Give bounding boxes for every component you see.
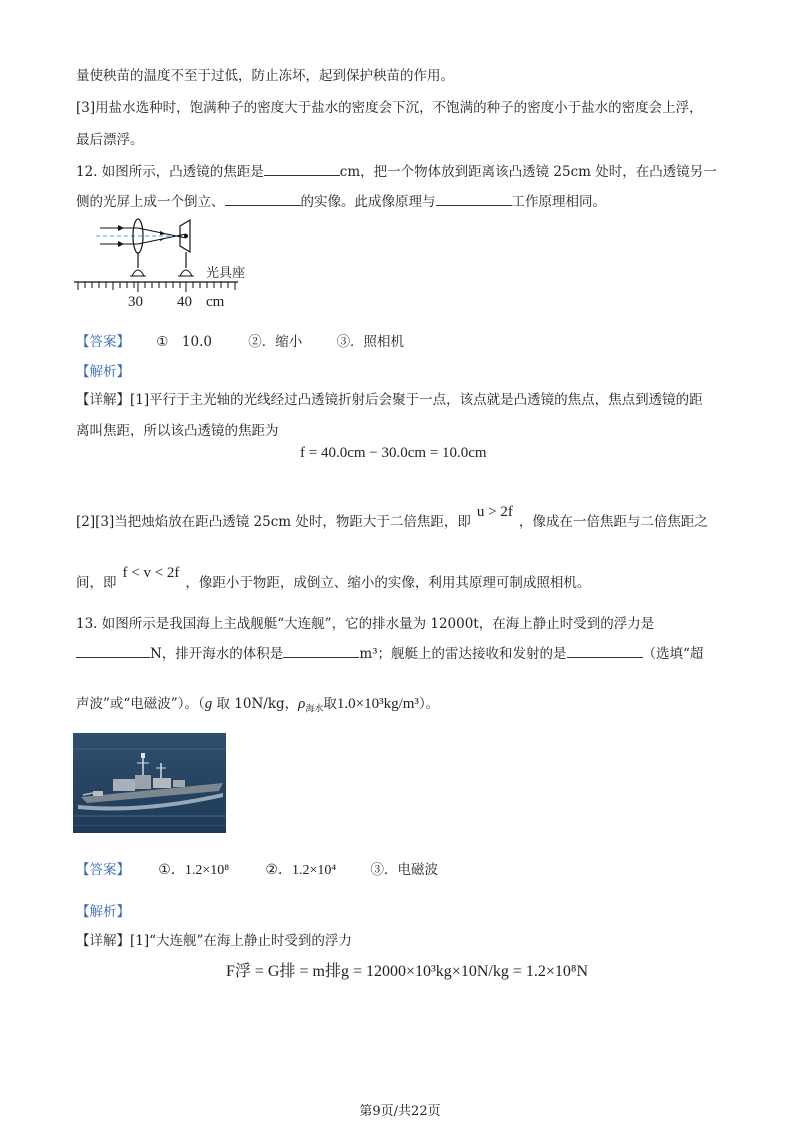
page-footer: 第9页/共22页 (359, 1104, 441, 1119)
answer-item: ①．1.2×10⁸ (158, 863, 230, 878)
detail-line: [2][3]当把烛焰放在距凸透镜 25cm 处时，物距大于二倍焦距，即u > 2f，像成在一倍焦距与二倍焦距之 (76, 504, 708, 530)
answer-row-13 (76, 858, 438, 879)
answer-tag: 【答案】 (76, 334, 130, 350)
text-line: [3]用盐水选种时，饱满种子的密度大于盐水的密度会下沉，不饱满的种子的密度小于盐水的密度会上浮， (76, 100, 703, 116)
tick-label-30: 30 (128, 294, 143, 310)
answer-blank (567, 656, 643, 658)
formula-focal-length: f = 40.0cm − 30.0cm = 10.0cm (300, 445, 487, 461)
optical-bench-label: 光具座 (206, 265, 246, 280)
question-13-line-1: 13. 如图所示是我国海上主战舰艇“大连舰”，它的排水量为 12000t，在海上静止时受到的浮力是 (76, 616, 655, 632)
formula-buoyancy: F浮 = G排 = m排g = 12000×10³kg×10N/kg = 1.2×10⁸N (226, 963, 588, 980)
answer-blank (436, 204, 512, 206)
answer-item: ②．缩小 (248, 334, 303, 350)
answer-tag: 【答案】 (76, 862, 130, 878)
answer-row-12 (76, 330, 404, 350)
answer-blank (283, 656, 359, 658)
detail-line: 【详解】[1]平行于主光轴的光线经过凸透镜折射后会聚于一点，该点就是凸透镜的焦点，焦点到透镜的距 (76, 392, 703, 408)
answer-item: ① 10.0 (156, 334, 212, 350)
answer-blank (76, 656, 150, 658)
detail-line: 【详解】[1]“大连舰”在海上静止时受到的浮力 (76, 933, 352, 949)
answer-blank (264, 174, 340, 176)
question-13-line-2: N，排开海水的体积是 m³；舰艇上的雷达接收和发射的是 （选填“超 (76, 642, 703, 662)
answer-blank (225, 204, 301, 206)
warship-image (73, 733, 226, 833)
text-line: 最后漂浮。 (76, 132, 144, 148)
analysis-tag: 【解析】 (76, 904, 130, 920)
question-12-line-1: 12. 如图所示，凸透镜的焦距是 cm，把一个物体放到距离该凸透镜 25cm 处时，在凸透镜另一 (76, 164, 717, 180)
ship-photo (73, 733, 226, 833)
unit-label: cm (206, 294, 225, 310)
answer-item: ③．电磁波 (370, 862, 439, 878)
inline-math: u > 2f (476, 504, 513, 520)
answer-item: ②．1.2×10⁴ (265, 863, 337, 878)
analysis-tag: 【解析】 (76, 364, 130, 380)
question-12-line-2: 侧的光屏上成一个倒立、 的实像。此成像原理与 工作原理相同。 (76, 194, 606, 210)
tick-label-40: 40 (177, 294, 192, 310)
inline-math: f < v < 2f (122, 565, 180, 581)
detail-line: 间，即f < v < 2f，像距小于物距，成倒立、缩小的实像，利用其原理可制成照相机。 (76, 565, 591, 591)
answer-item: ③．照相机 (336, 334, 405, 350)
question-13-line-3: 声波”或“电磁波”）。（g 取 10N/kg，$\rho_{海水}$取1.0×10³kg/m³）。 (76, 696, 440, 715)
text-line: 量使秧苗的温度不至于过低，防止冻坏，起到保护秧苗的作用。 (76, 68, 454, 84)
detail-line: 离叫焦距，所以该凸透镜的焦距为 (76, 423, 279, 439)
optical-bench-figure (72, 216, 246, 312)
